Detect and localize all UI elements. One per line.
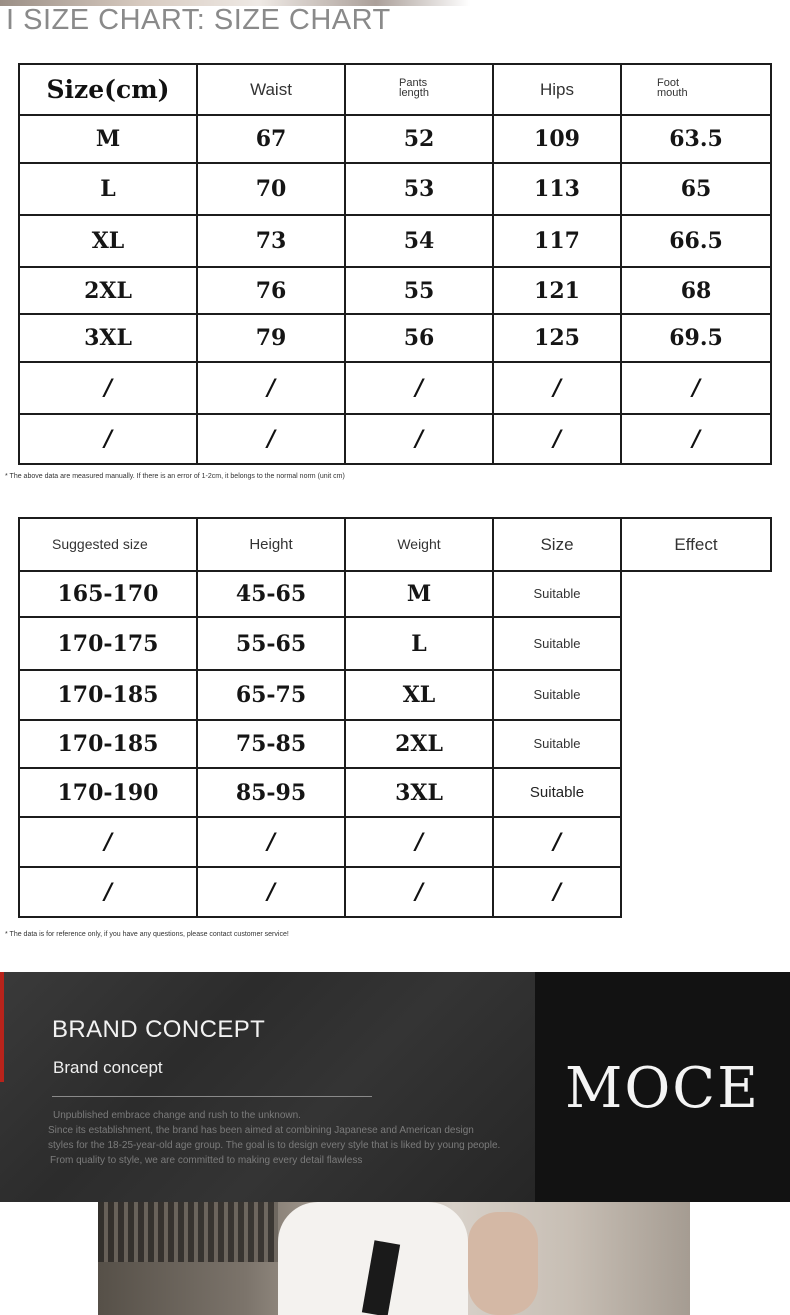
size-chart-cell: L	[19, 163, 197, 215]
size-chart-note: * The above data are measured manually. If there is an error of 1-2cm, it belongs to the normal norm (unit cm)	[5, 473, 345, 480]
size-chart-cell: 3XL	[19, 314, 197, 362]
accent-bar	[0, 972, 4, 1082]
suggested-size-cell: 170-175	[19, 617, 197, 670]
suggested-size-cell: 170-185	[19, 670, 197, 720]
size-chart-cell: 66.5	[621, 215, 771, 267]
size-chart-cell: /	[493, 414, 621, 464]
size-chart-cell: /	[493, 362, 621, 414]
photo-background	[98, 1202, 278, 1262]
size-chart-cell: 56	[345, 314, 493, 362]
suggested-size-cell: /	[345, 867, 493, 917]
brand-logo: MOCE	[565, 1056, 760, 1121]
suggested-size-cell: 55-65	[197, 617, 345, 670]
size-chart-cell: 52	[345, 115, 493, 163]
header-foot-mouth: Foot mouth	[621, 64, 771, 115]
suggested-size-cell: 170-190	[19, 768, 197, 817]
size-chart-cell: 65	[621, 163, 771, 215]
size-chart-cell: 53	[345, 163, 493, 215]
size-chart-cell: /	[345, 414, 493, 464]
photo-arm	[468, 1212, 538, 1315]
suggested-size-cell: /	[19, 817, 197, 867]
suggested-size-table	[18, 517, 772, 918]
suggested-size-label: Suggested size	[19, 518, 197, 571]
size-chart-row	[19, 362, 771, 414]
brand-subheading: Brand concept	[53, 1058, 163, 1077]
brand-line: Unpublished embrace change and rush to the unknown.	[53, 1110, 301, 1121]
size-chart-cell: /	[19, 414, 197, 464]
suggested-size-cell: 2XL	[345, 720, 493, 768]
size-chart-row	[19, 414, 771, 464]
size-chart-row	[19, 267, 771, 314]
header-pants-length: Pants length	[345, 64, 493, 115]
size-chart-cell: 68	[621, 267, 771, 314]
size-chart-cell: 73	[197, 215, 345, 267]
size-chart-cell: 79	[197, 314, 345, 362]
brand-heading: BRAND CONCEPT	[52, 1016, 266, 1043]
suggested-size-row	[19, 617, 771, 670]
header-hips: Hips	[493, 64, 621, 115]
size-chart-cell: 2XL	[19, 267, 197, 314]
suggested-size-cell: 170-185	[19, 720, 197, 768]
size-chart-cell: 63.5	[621, 115, 771, 163]
header-height: Height	[197, 518, 345, 571]
suggested-size-row	[19, 720, 771, 768]
size-chart-cell: /	[345, 362, 493, 414]
suggested-size-cell: /	[19, 867, 197, 917]
brand-line: styles for the 18-25-year-old age group. The goal is to design every style that is liked by young people.	[48, 1140, 501, 1151]
size-chart-row	[19, 215, 771, 267]
suggested-size-cell: /	[345, 817, 493, 867]
suggested-size-note: * The data is for reference only, if you have any questions, please contact customer service!	[5, 931, 289, 938]
brand-line: Since its establishment, the brand has been aimed at combining Japanese and American design	[48, 1125, 474, 1136]
brand-description	[48, 1108, 528, 1168]
suggested-size-cell: Suitable	[493, 720, 621, 768]
size-chart-cell: /	[19, 362, 197, 414]
size-chart-cell: XL	[19, 215, 197, 267]
size-chart-cell: 113	[493, 163, 621, 215]
size-chart-header-row	[19, 64, 771, 115]
size-chart-cell: 55	[345, 267, 493, 314]
suggested-size-cell: 165-170	[19, 571, 197, 617]
size-chart-cell: 121	[493, 267, 621, 314]
header-effect: Effect	[621, 518, 771, 571]
suggested-size-cell: /	[197, 817, 345, 867]
brand-logo-panel	[535, 972, 790, 1202]
suggested-size-cell: Suitable	[493, 617, 621, 670]
suggested-size-row	[19, 670, 771, 720]
suggested-size-cell: 75-85	[197, 720, 345, 768]
header-size: Size(cm)	[19, 64, 197, 115]
suggested-header-row	[19, 518, 771, 571]
suggested-size-cell: Suitable	[493, 670, 621, 720]
suggested-size-cell: 45-65	[197, 571, 345, 617]
suggested-size-cell: 85-95	[197, 768, 345, 817]
header-weight: Weight	[345, 518, 493, 571]
size-chart-cell: /	[621, 362, 771, 414]
suggested-size-cell: Suitable	[493, 768, 621, 817]
size-chart-cell: M	[19, 115, 197, 163]
size-chart-cell: 70	[197, 163, 345, 215]
page-title: I SIZE CHART: SIZE CHART	[6, 4, 391, 36]
size-chart-cell: /	[621, 414, 771, 464]
suggested-size-cell: /	[197, 867, 345, 917]
brand-concept-banner	[0, 972, 790, 1202]
size-chart-row	[19, 163, 771, 215]
product-photo	[98, 1202, 690, 1315]
size-chart-table	[18, 63, 772, 465]
suggested-size-cell: 65-75	[197, 670, 345, 720]
suggested-size-cell: M	[345, 571, 493, 617]
brand-line: From quality to style, we are committed to making every detail flawless	[50, 1155, 363, 1166]
suggested-size-row	[19, 768, 771, 817]
size-chart-cell: 69.5	[621, 314, 771, 362]
brand-text-panel	[0, 972, 535, 1202]
suggested-size-row	[19, 817, 771, 867]
size-chart-cell: 54	[345, 215, 493, 267]
size-chart-cell: 109	[493, 115, 621, 163]
size-chart-cell: 76	[197, 267, 345, 314]
header-waist: Waist	[197, 64, 345, 115]
size-chart-cell: /	[197, 414, 345, 464]
suggested-size-cell: XL	[345, 670, 493, 720]
size-chart-cell: 117	[493, 215, 621, 267]
brand-divider	[52, 1096, 372, 1097]
suggested-size-cell: L	[345, 617, 493, 670]
suggested-size-cell: /	[493, 817, 621, 867]
suggested-size-cell: /	[493, 867, 621, 917]
size-chart-cell: 67	[197, 115, 345, 163]
suggested-size-row	[19, 571, 771, 617]
suggested-size-row	[19, 867, 771, 917]
size-chart-row	[19, 314, 771, 362]
size-chart-row	[19, 115, 771, 163]
suggested-size-cell: 3XL	[345, 768, 493, 817]
size-chart-cell: /	[197, 362, 345, 414]
suggested-size-cell: Suitable	[493, 571, 621, 617]
header-size-col: Size	[493, 518, 621, 571]
size-chart-cell: 125	[493, 314, 621, 362]
